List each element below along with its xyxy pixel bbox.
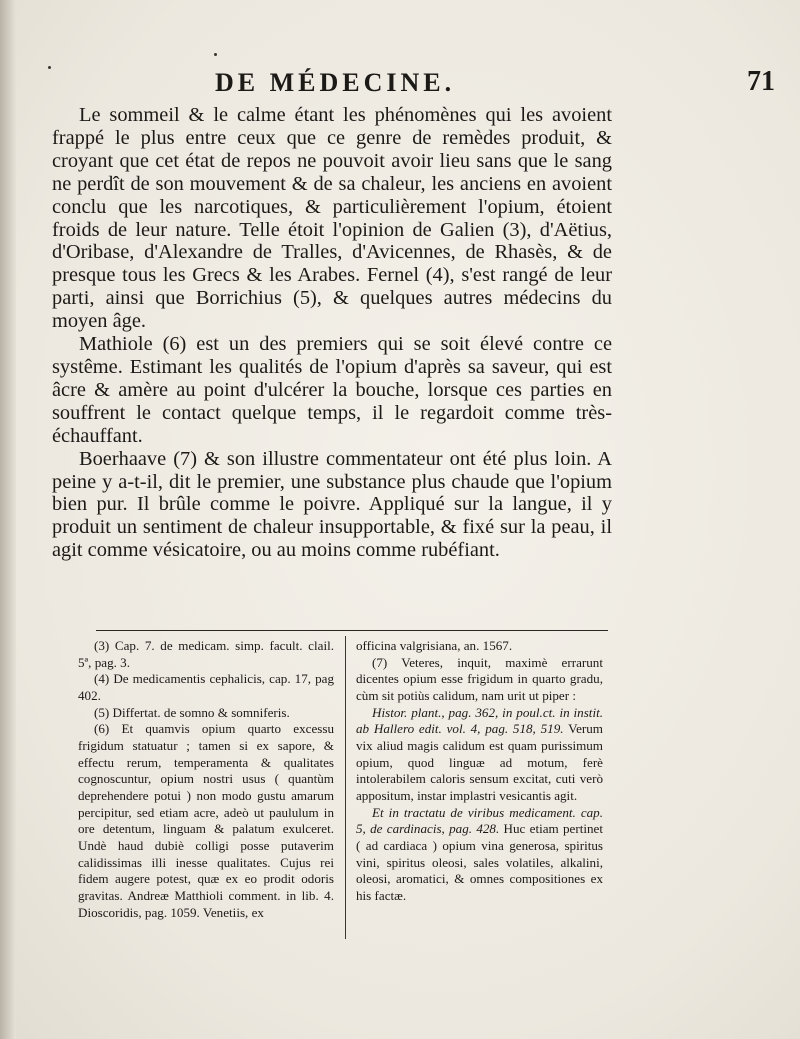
citation-italic: 519. bbox=[540, 721, 564, 737]
running-head: DE MÉDECINE. bbox=[215, 68, 456, 97]
footnote: (6) Et quamvis opium quarto excessu frigidum statuatur ; tamen si ex sapore, & effectu rerum, temperamenta & qualitates cognoscuntur, opium nostri usus ( quantùm deprehendere potui ) non modo gustu amarum percipitur, sed etiam acre, adeò ut paululum in ore detentum, linguam & palatum exulceret. Undè haud dubiè colligi posse putaverim calidissimas illi inesse qualitates. Cujus rei fidem augere potest, quæ ex eo prodit odoris gravitas. Andreæ Matthioli comment. in lib. 4. Dioscoridis, pag. 1059. Venetiis, ex bbox=[78, 721, 334, 920]
footnotes-right-column bbox=[356, 638, 603, 905]
page-number: 71 bbox=[747, 66, 775, 97]
footnotes-left-column bbox=[78, 638, 334, 921]
ink-speck bbox=[214, 53, 217, 56]
main-text bbox=[52, 104, 612, 562]
footnote-column-divider bbox=[345, 636, 346, 939]
page-header bbox=[60, 66, 775, 106]
footnote: (4) De medicamentis cephalicis, cap. 17, pag 402. bbox=[78, 671, 334, 703]
paragraph: Le sommeil & le calme étant les phénomènes qui les avoient frappé le plus entre ceux que ce genre de remèdes produit, & croyant que cet état de repos ne pouvoit avoir lieu sans que le sang ne perdît de son mouvement & de sa chaleur, les anciens en avoient conclu que les narcotiques, & particulièrement l'opium, étoient froids de leur nature. Telle étoit l'opinion de Galien (3), d'Aëtius, d'Oribase, d'Alexandre de Tralles, d'Avicennes, de Rhasès, & de presque tous les Grecs & les Arabes. Fernel (4), s'est rangé de leur parti, ainsi que Borrichius (5), & quelques autres médecins du moyen âge. bbox=[52, 104, 612, 333]
citation-italic: Histor. plant., pag. 362, in poul.ct. in instit. ab Hallero edit. vol. 4, pag. 518, bbox=[356, 704, 603, 737]
paragraph: Mathiole (6) est un des premiers qui se soit élevé contre ce systême. Estimant les qualités de l'opium d'après sa saveur, qui est âcre & amère au point d'ulcérer la bouche, lorsque ces parties en souffrent le contact quelque temps, il le regardoit comme très-échauffant. bbox=[52, 333, 612, 447]
footnote: (7) Veteres, inquit, maximè errarunt dicentes opium esse frigidum in quarto gradu, cùm sit potiùs calidum, nam urit ut piper : bbox=[356, 654, 603, 703]
footnote-rule bbox=[96, 630, 608, 631]
footnote: (3) Cap. 7. de medicam. simp. facult. clail. 5ª, pag. 3. bbox=[78, 638, 334, 670]
citation-text: Huc etiam pertinet ( ad cardiaca ) opium vina generosa, spiritus vini, spiritus oleosi, sales volatiles, alkalini, oleosi, aromatici, & omnes compositiones ex his factæ. bbox=[356, 821, 603, 903]
paragraph: Boerhaave (7) & son illustre commentateur ont été plus loin. A peine y a-t-il, dit le premier, une substance plus chaude que l'opium bien pur. Il brûle comme le poivre. Appliqué sur la langue, il y produit un sentiment de chaleur insupportable, & fixé sur la peau, il agit comme vésicatoire, ou au moins comme rubéfiant. bbox=[52, 447, 612, 562]
footnote-citation bbox=[356, 705, 603, 805]
footnote: (5) Differtat. de somno & somniferis. bbox=[94, 704, 290, 720]
footnote-continuation: officina valgrisiana, an. 1567. bbox=[356, 638, 513, 653]
ink-speck bbox=[48, 66, 51, 69]
citation-text: Verum vix aliud magis calidum est quam purissimum opium, quod linguæ ad motum, ferè intolerabilem caloris sensum excitat, cuti verò appositum, instar implastri vesicantis agit. bbox=[356, 721, 603, 803]
citation-italic: Et in tractatu de viribus medicament. cap. 5, de cardinacis, pag. 428. bbox=[356, 804, 603, 837]
page-gutter-shadow bbox=[0, 0, 16, 1039]
footnote-citation bbox=[356, 805, 603, 905]
